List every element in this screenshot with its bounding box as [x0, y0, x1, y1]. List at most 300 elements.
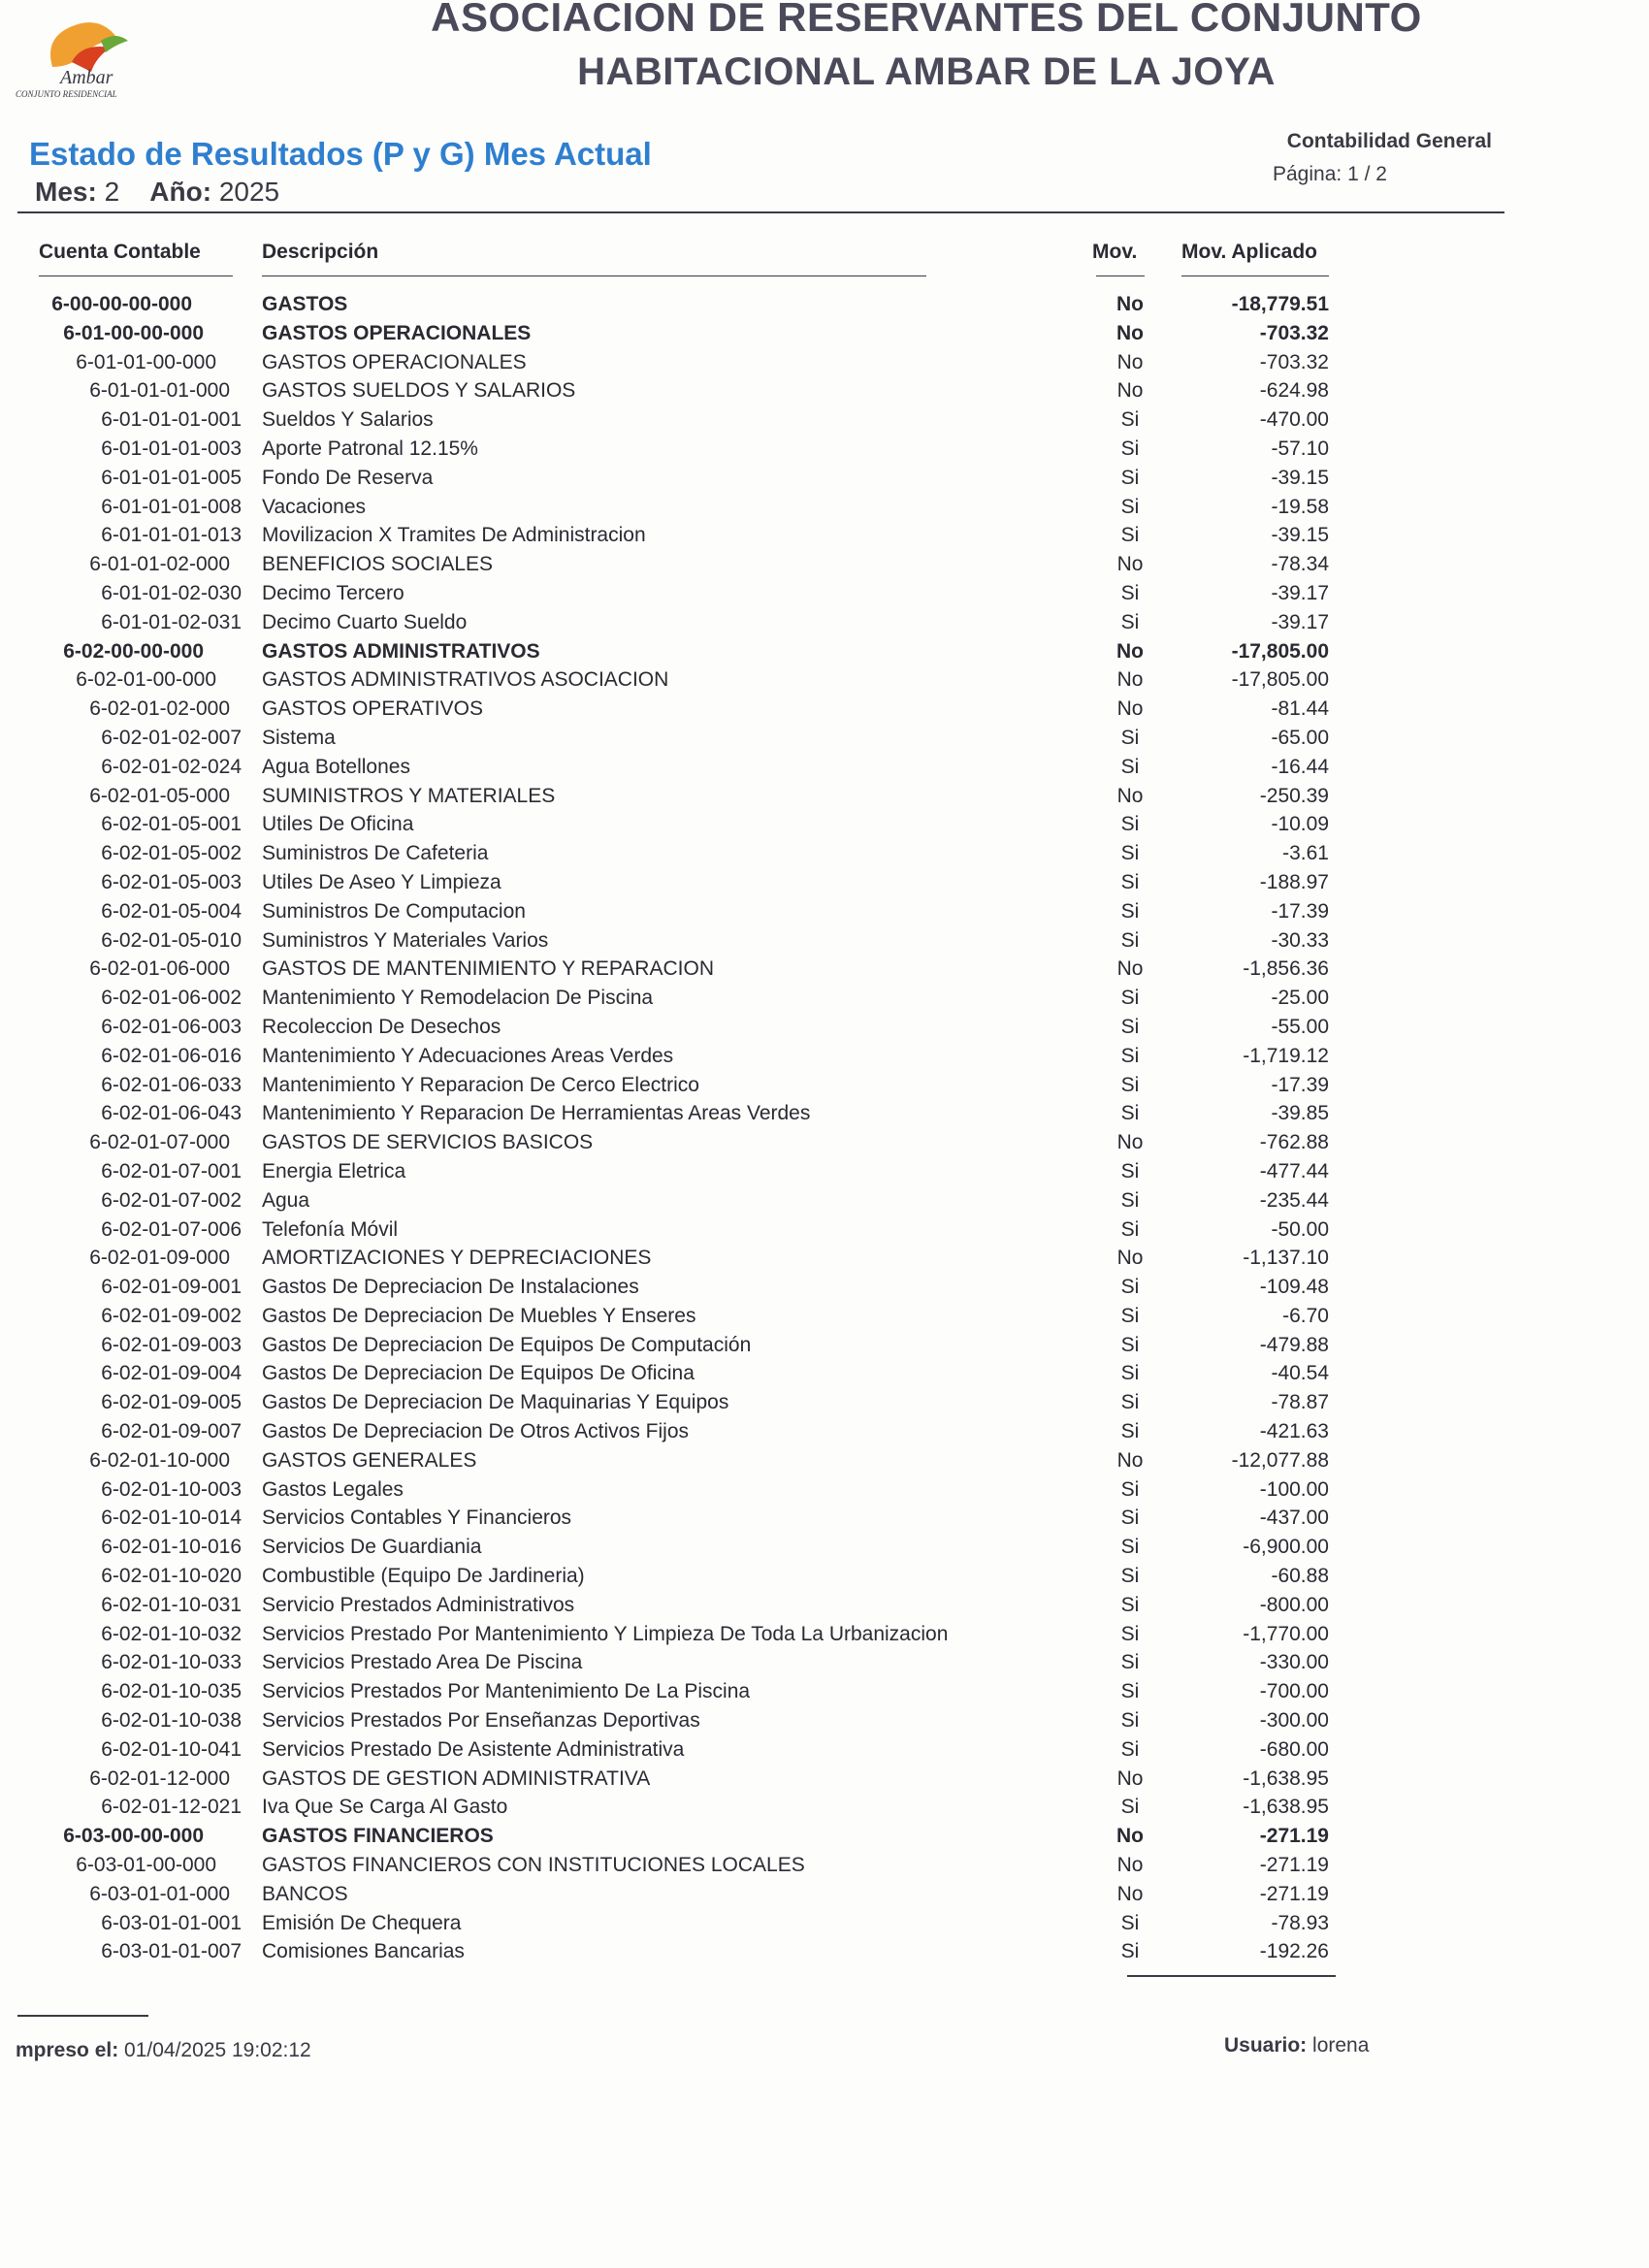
applied-amount: -188.97 [1259, 870, 1329, 893]
applied-amount: -6.70 [1282, 1304, 1329, 1327]
applied-amount: -50.00 [1271, 1217, 1329, 1241]
account-description: GASTOS OPERATIVOS [262, 697, 483, 721]
applied-amount: -3.61 [1282, 842, 1329, 865]
page-value: 1 / 2 [1347, 163, 1387, 185]
movement-flag: Si [1120, 1593, 1140, 1616]
organization-name-line2: HABITACIONAL AMBAR DE LA JOYA [577, 50, 1276, 93]
table-row [0, 608, 1649, 637]
account-description: Mantenimiento Y Remodelacion De Piscina [262, 987, 654, 1010]
movement-flag: No [1116, 639, 1144, 663]
movement-flag: No [1116, 1854, 1144, 1877]
account-description: GASTOS [262, 293, 348, 315]
table-row [0, 1937, 1649, 1966]
table-row [0, 1504, 1649, 1533]
table-row [0, 1071, 1649, 1100]
movement-flag: Si [1120, 1940, 1140, 1963]
account-code: 6-02-01-06-043 [101, 1102, 242, 1125]
table-row [0, 1880, 1649, 1909]
year-value: 2025 [218, 177, 280, 207]
account-code: 6-03-01-01-000 [89, 1882, 230, 1905]
account-description: Gastos De Depreciacion De Otros Activos Fijos [262, 1420, 689, 1443]
movement-flag: No [1116, 957, 1144, 981]
movement-flag: No [1116, 1131, 1144, 1154]
account-description: Servicios Prestados Por Enseñanzas Deportivas [262, 1709, 700, 1733]
movement-flag: No [1116, 293, 1144, 315]
account-description: GASTOS OPERACIONALES [262, 321, 532, 344]
applied-amount: -109.48 [1259, 1276, 1329, 1299]
applied-amount: -235.44 [1259, 1188, 1329, 1212]
movement-flag: No [1116, 350, 1144, 373]
account-code: 6-02-01-10-038 [101, 1709, 242, 1733]
organization-name-line1: ASOCIACION DE RESERVANTES DEL CONJUNTO [431, 0, 1422, 40]
table-row [0, 1417, 1649, 1446]
account-description: Iva Que Se Carga Al Gasto [262, 1796, 508, 1819]
account-code: 6-03-01-00-000 [76, 1854, 216, 1877]
account-description: GASTOS ADMINISTRATIVOS [262, 639, 540, 663]
applied-amount: -10.09 [1271, 813, 1329, 836]
applied-amount: -17,805.00 [1231, 639, 1329, 663]
account-description: Gastos De Depreciacion De Equipos De Oficina [262, 1362, 695, 1385]
account-code: 6-01-01-01-003 [101, 437, 242, 460]
movement-flag: Si [1120, 928, 1140, 952]
account-code: 6-02-01-10-031 [101, 1593, 242, 1616]
account-description: Utiles De Aseo Y Limpieza [262, 870, 501, 893]
applied-amount: -18,779.51 [1231, 293, 1329, 315]
table-row [0, 493, 1649, 522]
account-code: 6-02-01-09-007 [101, 1420, 242, 1443]
column-header-amount: Mov. Aplicado [1181, 241, 1318, 263]
applied-amount: -78.93 [1271, 1911, 1329, 1934]
applied-amount: -17.39 [1271, 899, 1329, 923]
table-row [0, 1244, 1649, 1273]
movement-flag: Si [1120, 870, 1140, 893]
account-description: Agua [262, 1188, 310, 1212]
movement-flag: Si [1120, 1276, 1140, 1299]
applied-amount: -78.87 [1271, 1391, 1329, 1414]
account-code: 6-02-01-06-016 [101, 1044, 242, 1067]
account-description: Gastos Legales [262, 1477, 404, 1501]
applied-amount: -100.00 [1259, 1477, 1329, 1501]
movement-flag: No [1116, 697, 1144, 721]
applied-amount: -1,719.12 [1243, 1044, 1329, 1067]
account-description: BENEFICIOS SOCIALES [262, 553, 494, 576]
table-row [0, 290, 1649, 319]
table-row [0, 926, 1649, 956]
table-row [0, 405, 1649, 435]
account-code: 6-02-01-10-041 [101, 1737, 242, 1761]
table-row [0, 1273, 1649, 1302]
report-period [35, 177, 279, 208]
table-row [0, 1013, 1649, 1042]
account-code: 6-02-01-09-005 [101, 1391, 242, 1414]
account-description: Vacaciones [262, 495, 367, 518]
account-description: Emisión De Chequera [262, 1911, 462, 1934]
applied-amount: -762.88 [1259, 1131, 1329, 1154]
table-row [0, 1765, 1649, 1794]
movement-flag: No [1116, 553, 1144, 576]
account-code: 6-02-01-05-001 [101, 813, 242, 836]
column-underline-account [39, 275, 233, 276]
account-code: 6-02-01-07-001 [101, 1159, 242, 1183]
applied-amount: -1,770.00 [1243, 1622, 1329, 1645]
movement-flag: Si [1120, 466, 1140, 489]
table-row [0, 1157, 1649, 1186]
applied-amount: -1,856.36 [1243, 957, 1329, 981]
account-code: 6-01-01-02-000 [89, 553, 230, 576]
table-row [0, 579, 1649, 608]
printed-label: mpreso el: [16, 2039, 119, 2061]
table-row [0, 1359, 1649, 1388]
account-code: 6-02-01-10-003 [101, 1477, 242, 1501]
table-row [0, 1677, 1649, 1706]
table-row [0, 810, 1649, 839]
account-code: 6-02-01-10-016 [101, 1536, 242, 1559]
account-description: Mantenimiento Y Reparacion De Cerco Electrico [262, 1073, 699, 1096]
account-description: Mantenimiento Y Reparacion De Herramientas Areas Verdes [262, 1102, 811, 1125]
account-code: 6-03-01-01-007 [101, 1940, 242, 1963]
movement-flag: Si [1120, 1536, 1140, 1559]
movement-flag: Si [1120, 1651, 1140, 1674]
movement-flag: Si [1120, 1188, 1140, 1212]
account-code: 6-03-00-00-000 [63, 1825, 204, 1848]
account-description: Mantenimiento Y Adecuaciones Areas Verdes [262, 1044, 674, 1067]
account-code: 6-02-01-09-004 [101, 1362, 242, 1385]
account-description: Gastos De Depreciacion De Maquinarias Y Equipos [262, 1391, 729, 1414]
table-row [0, 1099, 1649, 1128]
movement-flag: Si [1120, 1420, 1140, 1443]
account-description: Servicios Prestado De Asistente Administrativa [262, 1737, 685, 1761]
table-row [0, 464, 1649, 493]
table-row [0, 1822, 1649, 1851]
movement-flag: Si [1120, 1304, 1140, 1327]
movement-flag: Si [1120, 581, 1140, 604]
account-code: 6-01-01-01-000 [89, 379, 230, 403]
movement-flag: Si [1120, 987, 1140, 1010]
printed-by-user [1224, 2034, 1369, 2057]
account-description: Gastos De Depreciacion De Muebles Y Enseres [262, 1304, 696, 1327]
applied-amount: -17.39 [1271, 1073, 1329, 1096]
applied-amount: -192.26 [1259, 1940, 1329, 1963]
footer-rule [17, 2015, 148, 2017]
movement-flag: Si [1120, 1102, 1140, 1125]
table-row [0, 724, 1649, 753]
account-code: 6-02-01-10-014 [101, 1507, 242, 1530]
movement-flag: Si [1120, 1015, 1140, 1038]
applied-amount: -40.54 [1271, 1362, 1329, 1385]
applied-amount: -300.00 [1259, 1709, 1329, 1733]
movement-flag: Si [1120, 842, 1140, 865]
movement-flag: Si [1120, 1709, 1140, 1733]
year-label: Año: [149, 177, 212, 207]
total-rule [1127, 1975, 1336, 1977]
account-description: Servicios Prestado Por Mantenimiento Y Limpieza De Toda La Urbanizacion [262, 1622, 949, 1645]
account-code: 6-01-01-01-005 [101, 466, 242, 489]
table-row [0, 637, 1649, 666]
account-description: SUMINISTROS Y MATERIALES [262, 784, 556, 807]
table-row [0, 1735, 1649, 1765]
movement-flag: Si [1120, 1911, 1140, 1934]
account-description: Servicio Prestados Administrativos [262, 1593, 575, 1616]
applied-amount: -800.00 [1259, 1593, 1329, 1616]
movement-flag: Si [1120, 1622, 1140, 1645]
account-code: 6-01-01-01-001 [101, 408, 242, 432]
logo-wordmark: Ambar [60, 67, 113, 88]
applied-amount: -57.10 [1271, 437, 1329, 460]
account-code: 6-02-01-09-001 [101, 1276, 242, 1299]
table-row [0, 319, 1649, 348]
table-row [0, 1128, 1649, 1157]
movement-flag: Si [1120, 610, 1140, 633]
table-row [0, 550, 1649, 579]
table-row [0, 1533, 1649, 1562]
account-description: GASTOS SUELDOS Y SALARIOS [262, 379, 576, 403]
applied-amount: -703.32 [1259, 321, 1329, 344]
account-code: 6-00-00-00-000 [51, 293, 192, 315]
account-code: 6-02-01-12-021 [101, 1796, 242, 1819]
applied-amount: -479.88 [1259, 1333, 1329, 1356]
report-title: Estado de Resultados (P y G) Mes Actual [29, 136, 652, 172]
applied-amount: -700.00 [1259, 1680, 1329, 1703]
account-description: Comisiones Bancarias [262, 1940, 465, 1963]
column-underline-description [262, 275, 926, 276]
applied-amount: -477.44 [1259, 1159, 1329, 1183]
applied-amount: -421.63 [1259, 1420, 1329, 1443]
applied-amount: -271.19 [1259, 1825, 1329, 1848]
applied-amount: -470.00 [1259, 408, 1329, 432]
account-code: 6-02-01-10-000 [89, 1448, 230, 1472]
page-label: Página: [1273, 163, 1342, 185]
account-code: 6-02-01-02-007 [101, 726, 242, 749]
account-description: Combustible (Equipo De Jardineria) [262, 1565, 585, 1588]
applied-amount: -81.44 [1271, 697, 1329, 721]
account-description: Suministros Y Materiales Varios [262, 928, 549, 952]
applied-amount: -250.39 [1259, 784, 1329, 807]
table-row [0, 1475, 1649, 1505]
column-header-mov: Mov. [1092, 241, 1138, 263]
association-logo [14, 14, 178, 106]
account-description: GASTOS FINANCIEROS CON INSTITUCIONES LOCALES [262, 1854, 805, 1877]
movement-flag: Si [1120, 1391, 1140, 1414]
table-row [0, 1591, 1649, 1620]
account-description: GASTOS ADMINISTRATIVOS ASOCIACION [262, 668, 669, 692]
movement-flag: No [1116, 668, 1144, 692]
account-description: Servicios Prestado Area De Piscina [262, 1651, 583, 1674]
user-label: Usuario: [1224, 2034, 1308, 2057]
account-code: 6-02-01-10-033 [101, 1651, 242, 1674]
account-description: Telefonía Móvil [262, 1217, 399, 1241]
applied-amount: -1,137.10 [1243, 1247, 1329, 1270]
applied-amount: -19.58 [1271, 495, 1329, 518]
movement-flag: Si [1120, 495, 1140, 518]
movement-flag: No [1116, 784, 1144, 807]
movement-flag: No [1116, 1247, 1144, 1270]
movement-flag: No [1116, 321, 1144, 344]
account-code: 6-01-01-00-000 [76, 350, 216, 373]
table-row [0, 1331, 1649, 1360]
applied-amount: -39.85 [1271, 1102, 1329, 1125]
movement-flag: Si [1120, 1044, 1140, 1067]
account-code: 6-02-01-06-003 [101, 1015, 242, 1038]
table-row [0, 782, 1649, 811]
printed-value: 01/04/2025 19:02:12 [124, 2039, 311, 2061]
movement-flag: Si [1120, 1737, 1140, 1761]
table-row [0, 348, 1649, 377]
account-code: 6-01-00-00-000 [63, 321, 204, 344]
table-row [0, 665, 1649, 695]
account-description: Fondo De Reserva [262, 466, 434, 489]
table-row [0, 521, 1649, 550]
table-row [0, 753, 1649, 782]
movement-flag: Si [1120, 408, 1140, 432]
logo-tagline: CONJUNTO RESIDENCIAL [16, 89, 117, 99]
movement-flag: No [1116, 379, 1144, 403]
table-row [0, 1909, 1649, 1938]
column-underline-amount [1181, 275, 1329, 276]
applied-amount: -330.00 [1259, 1651, 1329, 1674]
account-code: 6-02-01-00-000 [76, 668, 216, 692]
movement-flag: No [1116, 1882, 1144, 1905]
account-description: GASTOS FINANCIEROS [262, 1825, 494, 1848]
table-row [0, 955, 1649, 984]
account-description: Agua Botellones [262, 755, 410, 778]
account-description: Suministros De Computacion [262, 899, 526, 923]
account-description: GASTOS GENERALES [262, 1448, 477, 1472]
table-row [0, 839, 1649, 868]
applied-amount: -1,638.95 [1243, 1766, 1329, 1790]
account-code: 6-02-00-00-000 [63, 639, 204, 663]
account-description: Gastos De Depreciacion De Instalaciones [262, 1276, 639, 1299]
account-code: 6-02-01-09-000 [89, 1247, 230, 1270]
table-row [0, 1302, 1649, 1331]
account-code: 6-01-01-02-031 [101, 610, 242, 633]
account-description: Suministros De Cafeteria [262, 842, 489, 865]
movement-flag: Si [1120, 899, 1140, 923]
account-code: 6-02-01-12-000 [89, 1766, 230, 1790]
movement-flag: Si [1120, 755, 1140, 778]
account-code: 6-02-01-10-032 [101, 1622, 242, 1645]
account-description: Utiles De Oficina [262, 813, 414, 836]
account-description: Sueldos Y Salarios [262, 408, 434, 432]
account-code: 6-02-01-07-000 [89, 1131, 230, 1154]
applied-amount: -437.00 [1259, 1507, 1329, 1530]
movement-flag: Si [1120, 1073, 1140, 1096]
account-description: Aporte Patronal 12.15% [262, 437, 478, 460]
movement-flag: Si [1120, 1333, 1140, 1356]
account-description: Gastos De Depreciacion De Equipos De Computación [262, 1333, 752, 1356]
account-code: 6-02-01-10-020 [101, 1565, 242, 1588]
module-name: Contabilidad General [1286, 130, 1492, 152]
account-description: Servicios Prestados Por Mantenimiento De La Piscina [262, 1680, 751, 1703]
account-code: 6-01-01-01-008 [101, 495, 242, 518]
column-header-account: Cuenta Contable [39, 241, 201, 263]
movement-flag: Si [1120, 1565, 1140, 1588]
accounts-table [0, 290, 1649, 1966]
account-description: GASTOS DE GESTION ADMINISTRATIVA [262, 1766, 651, 1790]
account-description: Energia Eletrica [262, 1159, 406, 1183]
movement-flag: Si [1120, 1477, 1140, 1501]
movement-flag: No [1116, 1825, 1144, 1848]
table-row [0, 1042, 1649, 1071]
printed-timestamp [16, 2039, 311, 2062]
applied-amount: -39.17 [1271, 581, 1329, 604]
table-row [0, 1648, 1649, 1677]
applied-amount: -17,805.00 [1231, 668, 1329, 692]
user-value: lorena [1312, 2034, 1370, 2057]
account-description: Servicios De Guardiania [262, 1536, 482, 1559]
table-row [0, 1706, 1649, 1735]
month-label: Mes: [35, 177, 97, 207]
account-code: 6-02-01-05-000 [89, 784, 230, 807]
table-row [0, 1851, 1649, 1880]
column-underline-mov [1096, 275, 1145, 276]
applied-amount: -703.32 [1259, 350, 1329, 373]
applied-amount: -39.15 [1271, 466, 1329, 489]
table-row [0, 897, 1649, 926]
applied-amount: -65.00 [1271, 726, 1329, 749]
movement-flag: Si [1120, 726, 1140, 749]
account-code: 6-02-01-02-000 [89, 697, 230, 721]
movement-flag: Si [1120, 437, 1140, 460]
page-number [1273, 163, 1387, 186]
account-description: Movilizacion X Tramites De Administracion [262, 524, 646, 547]
table-row [0, 1620, 1649, 1649]
applied-amount: -39.17 [1271, 610, 1329, 633]
applied-amount: -12,077.88 [1231, 1448, 1329, 1472]
account-description: Decimo Tercero [262, 581, 404, 604]
account-description: Sistema [262, 726, 336, 749]
movement-flag: Si [1120, 813, 1140, 836]
account-code: 6-02-01-07-006 [101, 1217, 242, 1241]
account-description: GASTOS DE MANTENIMIENTO Y REPARACION [262, 957, 714, 981]
applied-amount: -25.00 [1271, 987, 1329, 1010]
movement-flag: Si [1120, 524, 1140, 547]
table-row [0, 984, 1649, 1013]
applied-amount: -1,638.95 [1243, 1796, 1329, 1819]
account-code: 6-02-01-05-002 [101, 842, 242, 865]
applied-amount: -680.00 [1259, 1737, 1329, 1761]
applied-amount: -60.88 [1271, 1565, 1329, 1588]
movement-flag: Si [1120, 1362, 1140, 1385]
month-value: 2 [104, 177, 120, 207]
account-code: 6-02-01-09-003 [101, 1333, 242, 1356]
table-row [0, 1215, 1649, 1245]
account-code: 6-02-01-09-002 [101, 1304, 242, 1327]
account-code: 6-02-01-02-024 [101, 755, 242, 778]
table-row [0, 1186, 1649, 1215]
applied-amount: -55.00 [1271, 1015, 1329, 1038]
account-code: 6-01-01-01-013 [101, 524, 242, 547]
header-divider [17, 211, 1504, 213]
account-code: 6-02-01-05-010 [101, 928, 242, 952]
account-description: Decimo Cuarto Sueldo [262, 610, 468, 633]
account-code: 6-02-01-05-004 [101, 899, 242, 923]
applied-amount: -39.15 [1271, 524, 1329, 547]
account-code: 6-02-01-07-002 [101, 1188, 242, 1212]
movement-flag: Si [1120, 1217, 1140, 1241]
account-code: 6-02-01-06-002 [101, 987, 242, 1010]
applied-amount: -624.98 [1259, 379, 1329, 403]
movement-flag: Si [1120, 1507, 1140, 1530]
account-code: 6-01-01-02-030 [101, 581, 242, 604]
table-row [0, 1446, 1649, 1475]
account-code: 6-02-01-06-000 [89, 957, 230, 981]
applied-amount: -30.33 [1271, 928, 1329, 952]
account-code: 6-02-01-06-033 [101, 1073, 242, 1096]
applied-amount: -78.34 [1271, 553, 1329, 576]
applied-amount: -6,900.00 [1243, 1536, 1329, 1559]
table-row [0, 695, 1649, 724]
table-row [0, 1793, 1649, 1822]
